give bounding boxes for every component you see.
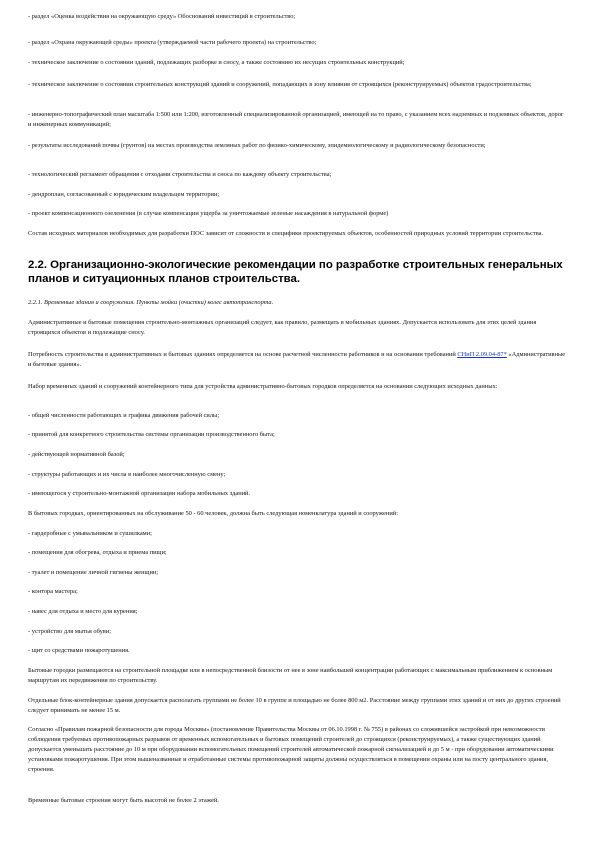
- paragraph: Согласно «Правилам пожарной безопасности для города Москвы» (постановление Правительства Москвы от 06.10.1998 г. № 755) в районах со сложившейся застройкой при невозможности соблюдения требуемых противопожарных разрывов от временных вспомогательных и бытовых помещений строителей до строящихся (реконструируемых), а также существующих зданий допускается уменьшать расстояние до 10 м при оборудовании вспомогательных помещений строителей автоматической пожарной сигнализацией и до 5 м - при оборудовании автоматическими установками пожаротушения. При этом вышеназванные и отработанные системы противопожарной защиты должны осуществляться в помещении охраны или на посту центрального здания, строения.: [28, 726, 554, 773]
- intro-paragraph: Состав исходных материалов необходимых для разработки ПОС зависит от сложности и специфики проектируемых объектов, особенностей природных условий территории строительства.: [28, 230, 544, 237]
- list-item: - общей численности работающих и графика движения рабочей силы;: [28, 412, 220, 419]
- paragraph: Набор временных зданий и сооружений контейнерного типа для устройства административно-бытовых городков определяется на основании следующих исходных данных:: [28, 383, 498, 390]
- paragraph: Временные бытовые строения могут быть высотой не более 2 этажей.: [28, 797, 219, 804]
- paragraph: В бытовых городках, ориентированных на обслуживание 50 - 60 человек, должна быть следующая номенклатура зданий и сооружений:: [28, 510, 398, 517]
- paragraph: Бытовые городки размещаются на строительной площадке или в непосредственной близости от нее в зоне наибольшей концентрации работающих с максимальным приближением к основным маршрутам их передвижения по строительству.: [28, 667, 553, 684]
- list-item: - действующей нормативной базой;: [28, 451, 125, 458]
- requirement-item: - раздел «Охрана окружающей среды» проекта (утверждаемой части рабочего проекта) на строительство;: [28, 39, 317, 46]
- section-heading: 2.2. Организационно-экологические рекомендации по разработке строительных генеральных планов и ситуационных планов строительства.: [28, 259, 563, 285]
- list-item: - контора мастера;: [28, 588, 78, 595]
- requirement-item: - техническое заключение о состоянии строительных конструкций зданий и сооружений, попадающих в зону влияния от строящихся (реконструируемых) объектов градостроительства;: [28, 81, 532, 88]
- requirement-item: - результаты исследований почвы (грунтов) на местах производства земляных работ по физико-химическому, эпидемиологическому и радиологическому безопасности;: [28, 142, 486, 149]
- list-item: - помещения для обогрева, отдыха и приема пищи;: [28, 549, 167, 556]
- requirement-item: - раздел «Оценка воздействия на окружающую среду» Обоснований инвестиций в строительство;: [28, 13, 296, 20]
- list-item: - структуры работающих и их числа в наиболее многочисленную смену;: [28, 471, 226, 478]
- paragraph: Отдельные блок-контейнерные здания допускается располагать группами не более 10 в группе и площадью не более 800 м2. Расстояние между группами этих зданий и от них до других строений следует принимать не менее 15 м.: [28, 697, 561, 714]
- requirement-item: - техническое заключение о состоянии зданий, подлежащих разборке и сносу, а также состоянию их несущих строительных конструкций;: [28, 59, 405, 66]
- list-item: - навес для отдыха и место для курения;: [28, 608, 138, 615]
- requirement-item: - технологический регламент обращения с отходами строительства и сноса по каждому объекту строительства;: [28, 171, 332, 178]
- list-item: - туалет и помещение личной гигиены женщин;: [28, 569, 159, 576]
- list-item: - устройство для мытья обуви;: [28, 628, 112, 635]
- paragraph-text: Потребность строительства в административных и бытовых зданиях определяется на основе расчетной численности работников и на основании требований: [28, 351, 458, 358]
- requirement-item: - инженерно-топографический план масштаба 1:500 или 1:200, изготовленный специализированной организацией, имеющей на то право, с указанием всех надземных и подземных объектов, дорог и инженерных коммуникаций;: [28, 111, 564, 128]
- paragraph: Административные и бытовые помещения строительно-монтажных организаций следует, как правило, размещать в мобильных зданиях. Допускается использовать для этих целей здания строящихся объектов и подлежащие сносу.: [28, 319, 537, 336]
- snip-link[interactable]: СНиП 2.09.04-87*: [457, 351, 507, 358]
- paragraph-with-link: [28, 350, 568, 370]
- list-item: - щит со средствами пожаротушения.: [28, 647, 130, 654]
- requirement-item: - проект компенсационного озеленения (в случае компенсации ущерба за уничтожаемые зеленые насаждения в натуральной форме): [28, 210, 389, 217]
- subsection-heading: 2.2.1. Временные здания и сооружения. Пункты мойки (очистки) колес автотранспорта.: [28, 299, 274, 306]
- list-item: - гардеробные с умывальником и сушилками;: [28, 530, 152, 537]
- paragraph-text: «Административные и бытовые здания».: [28, 351, 566, 368]
- list-item: - имеющегося у строительно-монтажной организации набора мобильных зданий.: [28, 490, 251, 497]
- requirement-item: - дендроплан, согласованный с юридическим владельцем территории;: [28, 191, 220, 198]
- list-item: - принятой для конкретного строительства системы организации производственного быта;: [28, 431, 275, 438]
